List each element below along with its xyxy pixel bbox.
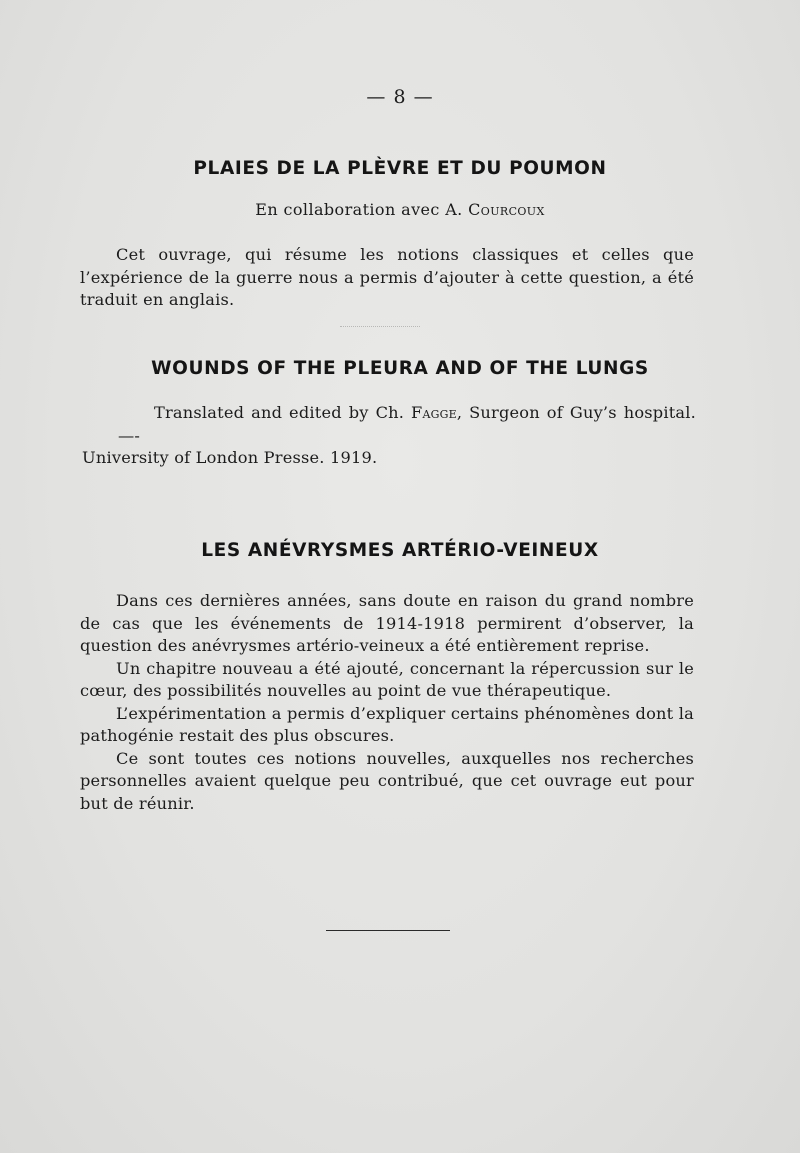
collaborator-name: Courcoux [468, 200, 545, 219]
body-paragraph: Un chapitre nouveau a été ajouté, concernant la répercussion sur le cœur, des possibilités nouvelles au point de vue thérapeutique. [80, 658, 694, 700]
faint-divider [340, 326, 420, 327]
section-title-wounds: WOUNDS OF THE PLEURA AND OF THE LUNGS [151, 358, 649, 379]
body-paragraph: Ce sont toutes ces notions nouvelles, auxquelles nos recherches personnelles avaient quelque peu contribué, que cet ouvrage eut pour but de réunir. [80, 748, 694, 813]
translator-name: Fagge [411, 403, 457, 422]
collaboration-line [0, 200, 800, 219]
publisher-line: University of London Presse. 1919. [82, 448, 378, 467]
body-paragraph: L’expérimentation a permis d’expliquer certains phénomènes dont la pathogénie restait des plus obscures. [80, 703, 694, 745]
anevrysmes-body [80, 590, 694, 815]
end-rule [326, 930, 450, 931]
section-title-anevrysmes: LES ANÉVRYSMES ARTÉRIO-VEINEUX [201, 540, 599, 561]
collaboration-prefix: En collaboration avec A. [255, 200, 469, 219]
section-title-plaies: PLAIES DE LA PLÈVRE ET DU POUMON [193, 158, 607, 179]
translation-note [82, 402, 696, 470]
translation-prefix: Translated and edited by Ch. [154, 403, 412, 422]
page-number: — 8 — [366, 86, 434, 108]
body-paragraph: Dans ces dernières années, sans doute en raison du grand nombre de cas que les événements de 1914-1918 permirent d’observer, la question des anévrysmes artério-veineux a été entièrement reprise. [80, 591, 694, 655]
translation-suffix: , Surgeon of Guy’s hospital.—- [118, 403, 696, 445]
plaies-description: Cet ouvrage, qui résume les notions classiques et celles que l’expérience de la guerre nous a permis d’ajouter à cette question, a été traduit en anglais. [80, 245, 694, 309]
